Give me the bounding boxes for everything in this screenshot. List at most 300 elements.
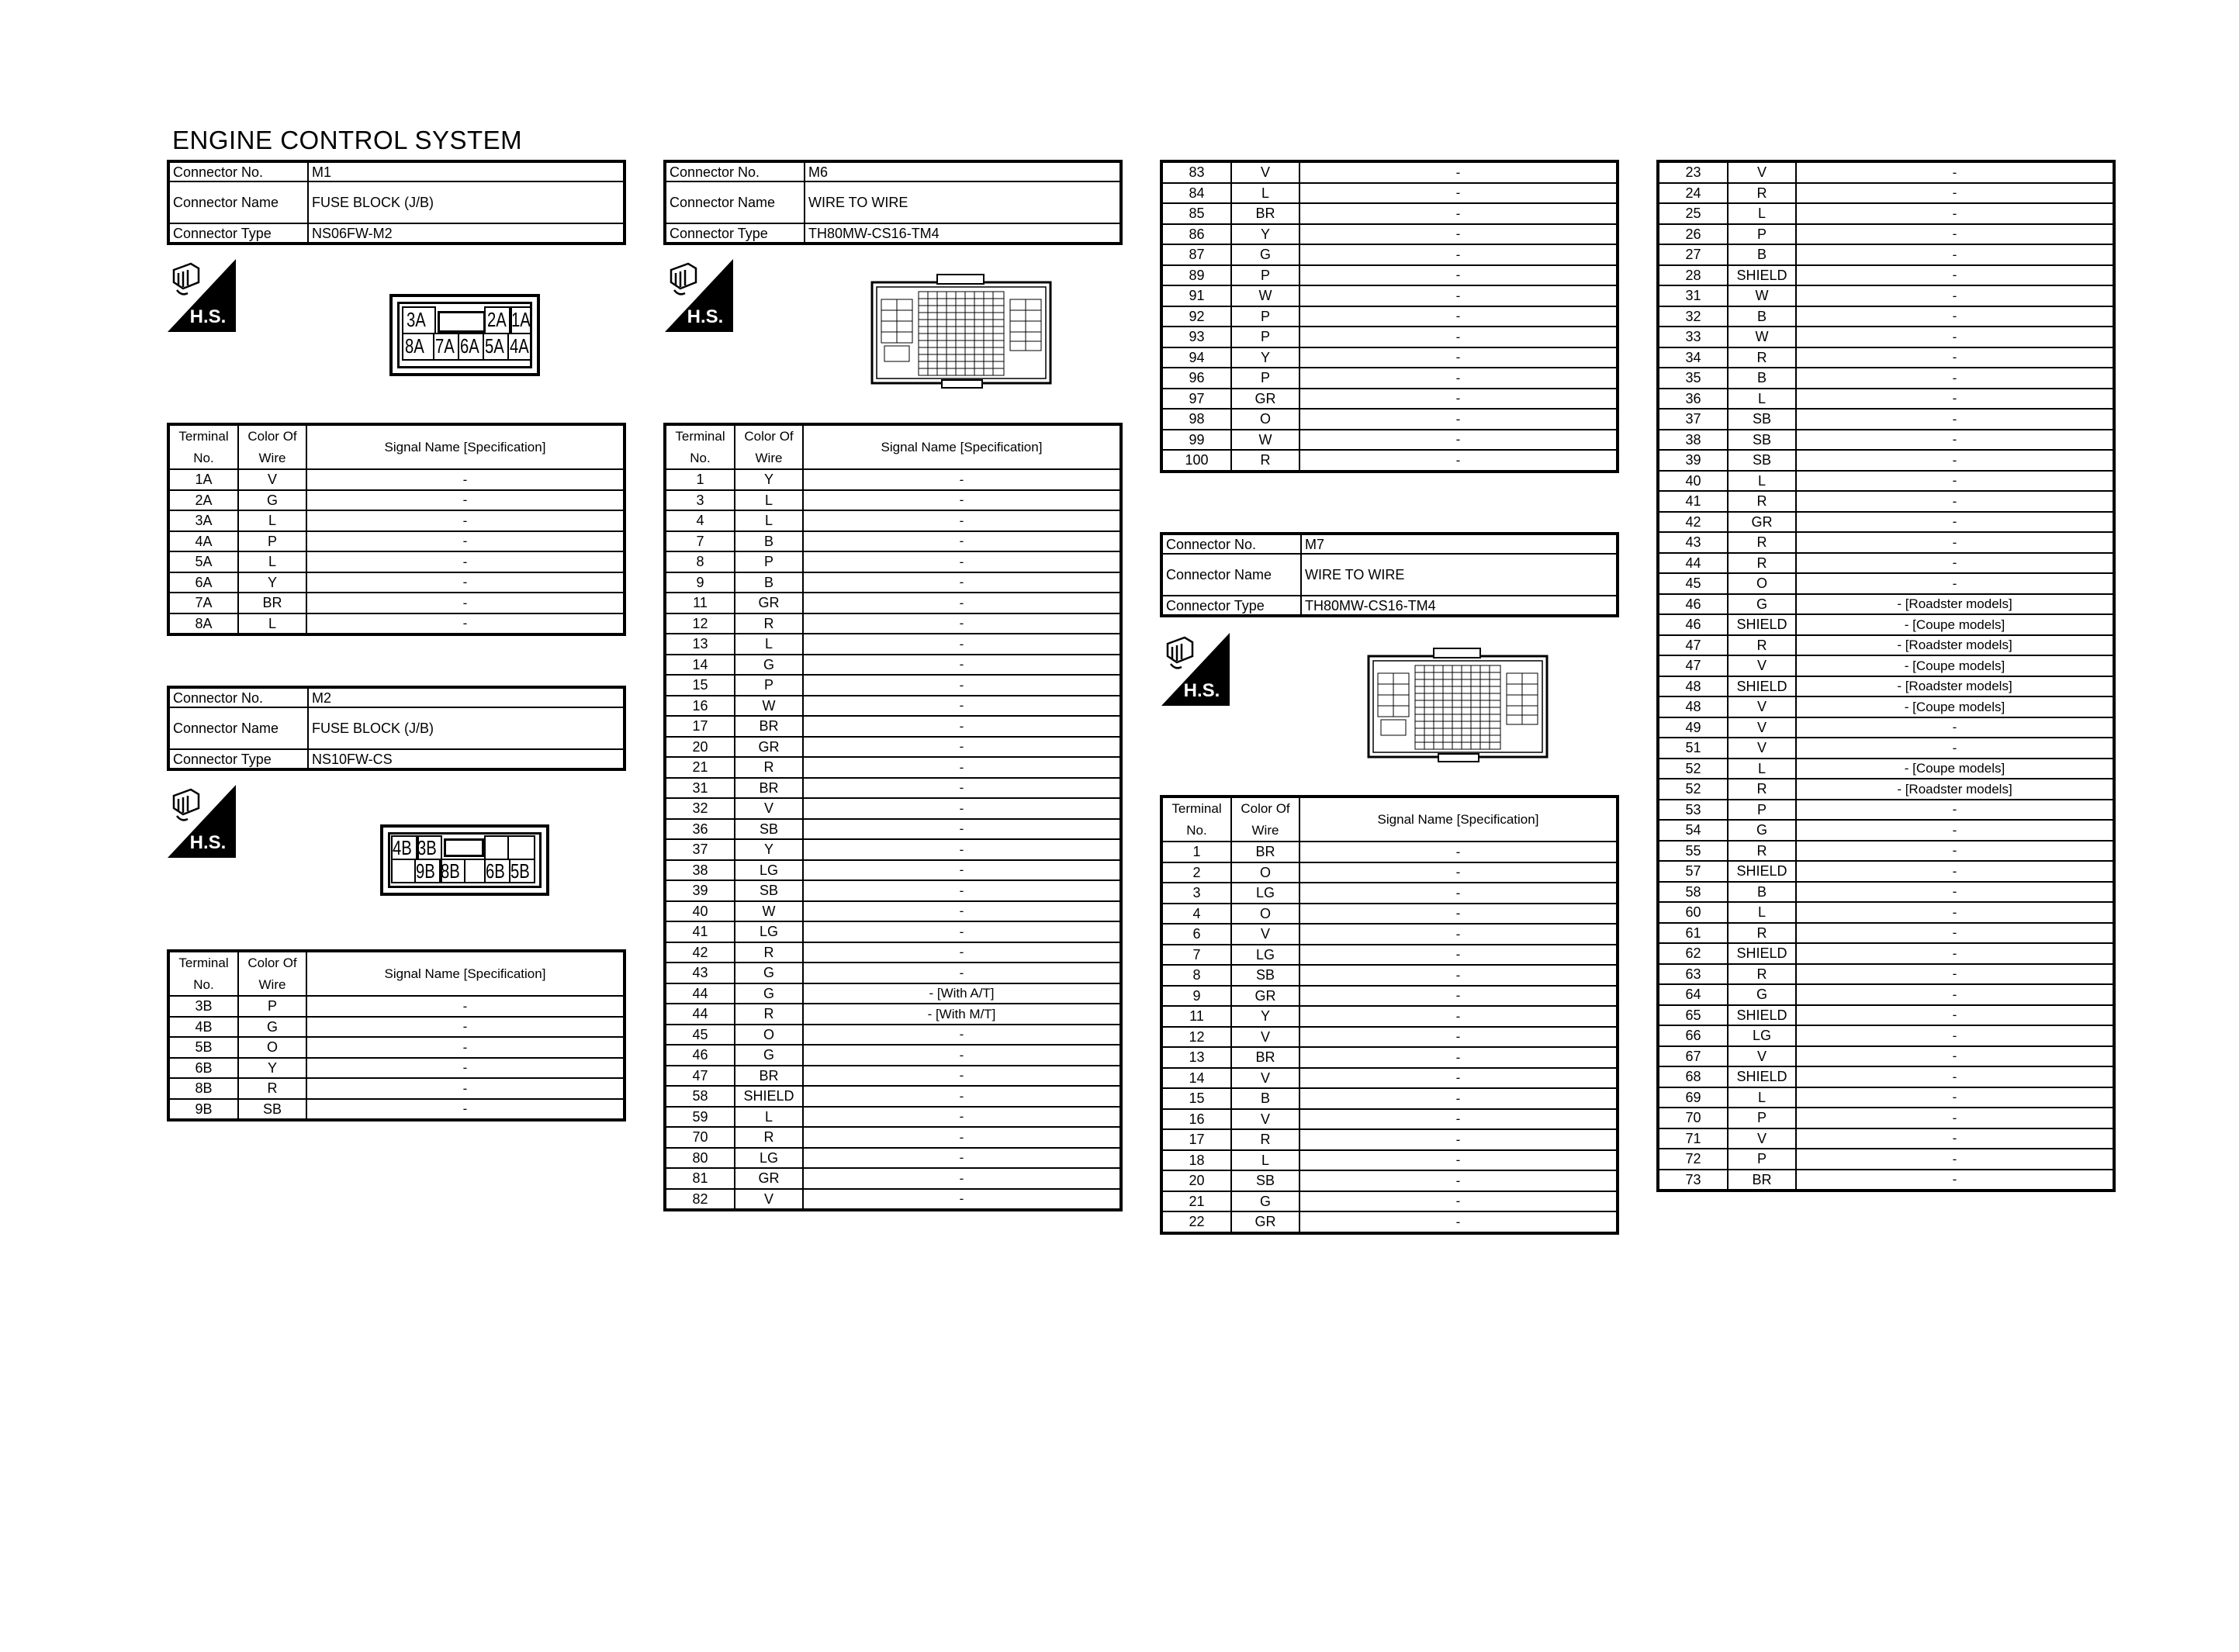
table-row	[1658, 759, 2114, 779]
terminal-no-cell: 87	[1161, 244, 1231, 265]
table-row	[168, 996, 625, 1017]
table-row	[665, 1045, 1121, 1066]
signal-name-cell: - [With M/T]	[803, 1004, 1121, 1025]
wire-color-cell: R	[1728, 841, 1796, 862]
wire-color-cell: V	[735, 1189, 803, 1211]
signal-name-cell: -	[1796, 1128, 2114, 1149]
terminal-no-cell: 70	[1658, 1108, 1728, 1128]
terminal-no-cell: 4B	[168, 1017, 238, 1038]
wire-color-cell: SB	[1728, 409, 1796, 430]
signal-name-cell: -	[1796, 820, 2114, 841]
wire-color-cell: BR	[735, 1066, 803, 1087]
terminal-no-cell: 20	[1161, 1170, 1231, 1191]
wire-color-cell: SHIELD	[735, 1086, 803, 1107]
table-row	[1658, 1066, 2114, 1087]
table-row	[168, 1017, 625, 1038]
connector-m6-terminal-table-continued	[1160, 160, 1619, 473]
terminal-no-cell: 20	[665, 737, 735, 758]
wire-color-cell: Y	[238, 572, 306, 593]
terminal-no-cell: 40	[665, 901, 735, 922]
connector-name-label: Connector Name	[1161, 554, 1301, 596]
signal-name-cell: -	[1299, 1027, 1618, 1048]
connector-no-value: M6	[805, 161, 1121, 181]
wire-color-cell: O	[1231, 862, 1299, 883]
wire-color-cell: G	[1728, 984, 1796, 1005]
signal-name-cell: -	[1299, 265, 1618, 286]
signal-name-cell: -	[1796, 183, 2114, 204]
connector-m7-terminal-table	[1160, 795, 1619, 1235]
terminal-no-cell: 61	[1658, 923, 1728, 944]
terminal-no-cell: 9	[665, 572, 735, 593]
connector-m1-terminal-table	[167, 423, 626, 636]
table-row	[665, 901, 1121, 922]
table-row	[665, 983, 1121, 1004]
signal-name-header: Signal Name [Specification]	[306, 951, 625, 996]
signal-name-cell: -	[803, 675, 1121, 696]
table-row	[1658, 1005, 2114, 1026]
signal-name-cell: -	[1796, 409, 2114, 430]
table-row	[1658, 265, 2114, 286]
signal-name-cell: -	[1796, 1046, 2114, 1067]
table-row	[1658, 1087, 2114, 1108]
table-row	[1658, 285, 2114, 306]
wire-color-cell: W	[735, 696, 803, 717]
signal-name-cell: -	[803, 1189, 1121, 1211]
terminal-no-cell: 4	[665, 510, 735, 531]
wire-color-cell: G	[238, 490, 306, 511]
wire-color-cell: LG	[735, 921, 803, 942]
terminal-no-cell: 28	[1658, 265, 1728, 286]
signal-name-cell: -	[306, 1017, 625, 1038]
signal-name-cell: -	[1299, 842, 1618, 862]
terminal-no-cell: 63	[1658, 964, 1728, 985]
signal-name-cell: -	[306, 1078, 625, 1099]
signal-name-cell: -	[1299, 368, 1618, 389]
terminal-no-cell: 6B	[168, 1058, 238, 1079]
signal-name-cell: -	[803, 490, 1121, 511]
table-row	[665, 1025, 1121, 1045]
terminal-no-cell: 17	[665, 716, 735, 737]
color-of-wire-header: Color Of Wire	[735, 424, 803, 469]
wire-color-cell: G	[1728, 820, 1796, 841]
signal-name-cell: -	[1796, 306, 2114, 327]
terminal-rows	[168, 996, 625, 1120]
table-row	[1161, 904, 1618, 924]
wire-color-cell: R	[1231, 450, 1299, 472]
table-row	[1658, 450, 2114, 471]
signal-name-cell: -	[306, 1099, 625, 1121]
wire-color-cell: V	[1728, 1046, 1796, 1067]
connector-no-label: Connector No.	[1161, 534, 1301, 554]
terminal-rows	[1161, 842, 1618, 1233]
terminal-no-cell: 85	[1161, 203, 1231, 224]
hs-badge-text: H.S.	[1183, 680, 1220, 701]
pin-label: 4A	[510, 334, 529, 358]
signal-name-cell: -	[803, 1148, 1121, 1169]
signal-name-cell: -	[1796, 1170, 2114, 1191]
signal-name-cell: -	[803, 737, 1121, 758]
wire-color-cell: LG	[1231, 883, 1299, 904]
terminal-no-cell: 3	[665, 490, 735, 511]
wire-color-cell: Y	[1231, 1006, 1299, 1027]
terminal-no-cell: 13	[665, 634, 735, 655]
table-row	[1658, 964, 2114, 985]
table-row	[168, 572, 625, 593]
wire-color-cell: P	[1231, 265, 1299, 286]
table-row	[1161, 1006, 1618, 1027]
signal-name-cell: -	[1299, 924, 1618, 945]
wire-color-cell: R	[1231, 1129, 1299, 1150]
wire-color-cell: LG	[735, 1148, 803, 1169]
signal-name-cell: -	[803, 778, 1121, 799]
table-row	[1658, 491, 2114, 512]
table-row	[1658, 923, 2114, 944]
wire-color-cell: P	[1231, 306, 1299, 327]
pin-label: 9B	[416, 859, 435, 883]
signal-name-cell: -	[1796, 1149, 2114, 1170]
signal-name-cell: - [Roadster models]	[1796, 779, 2114, 800]
connector-m2-info	[167, 686, 626, 771]
wire-color-cell: R	[1728, 347, 1796, 368]
table-row	[1658, 594, 2114, 615]
wire-color-cell: B	[735, 572, 803, 593]
signal-name-cell: -	[306, 1037, 625, 1058]
terminal-no-cell: 14	[665, 655, 735, 676]
terminal-no-cell: 8	[1161, 965, 1231, 986]
hs-badge-text: H.S.	[189, 832, 227, 853]
pin-label: 3A	[407, 308, 426, 331]
table-row	[1658, 1170, 2114, 1191]
table-row	[1161, 1027, 1618, 1048]
table-row	[1658, 430, 2114, 451]
wire-color-cell: V	[1728, 738, 1796, 759]
terminal-no-cell: 48	[1658, 676, 1728, 697]
signal-name-cell: -	[1796, 984, 2114, 1005]
signal-name-cell: -	[803, 696, 1121, 717]
signal-name-cell: -	[1796, 964, 2114, 985]
signal-name-cell: - [Coupe models]	[1796, 614, 2114, 635]
signal-name-cell: -	[1299, 347, 1618, 368]
connector-m2-terminal-table	[167, 949, 626, 1121]
table-row	[665, 613, 1121, 634]
signal-name-cell: -	[1796, 368, 2114, 389]
wire-color-cell: L	[238, 551, 306, 572]
table-row	[1161, 1088, 1618, 1109]
signal-name-cell: -	[803, 1066, 1121, 1087]
connector-type-label: Connector Type	[665, 223, 805, 244]
terminal-no-cell: 43	[1658, 532, 1728, 553]
wire-color-cell: P	[238, 996, 306, 1017]
signal-name-cell: -	[1299, 965, 1618, 986]
signal-name-cell: -	[1299, 1211, 1618, 1233]
table-row	[168, 593, 625, 613]
table-row	[168, 531, 625, 552]
terminal-no-cell: 100	[1161, 450, 1231, 472]
terminal-no-cell: 26	[1658, 224, 1728, 245]
signal-name-cell: -	[1796, 553, 2114, 574]
table-row	[1658, 347, 2114, 368]
page-title: ENGINE CONTROL SYSTEM	[172, 126, 523, 154]
signal-name-cell: -	[1796, 161, 2114, 183]
terminal-no-cell: 94	[1161, 347, 1231, 368]
signal-name-cell: -	[1796, 943, 2114, 964]
signal-name-cell: -	[1796, 1005, 2114, 1026]
signal-name-cell: -	[803, 1168, 1121, 1189]
terminal-no-cell: 3	[1161, 883, 1231, 904]
signal-name-cell: -	[1299, 1006, 1618, 1027]
table-row	[1161, 1068, 1618, 1089]
table-row	[665, 757, 1121, 778]
connector-no-value: M7	[1301, 534, 1618, 554]
terminal-no-header: Terminal No.	[168, 424, 238, 469]
wire-color-cell: O	[1231, 904, 1299, 924]
connector-name-label: Connector Name	[168, 181, 308, 223]
wire-color-cell: B	[1728, 882, 1796, 903]
terminal-no-cell: 7	[665, 531, 735, 552]
signal-name-cell: -	[1796, 327, 2114, 347]
table-row	[1658, 820, 2114, 841]
connector-m7-terminal-table-continued	[1656, 160, 2116, 1192]
terminal-no-cell: 2A	[168, 490, 238, 511]
table-row	[1658, 183, 2114, 204]
signal-name-cell: -	[306, 593, 625, 613]
terminal-no-cell: 83	[1161, 161, 1231, 183]
terminal-no-cell: 49	[1658, 717, 1728, 738]
signal-name-cell: -	[1796, 902, 2114, 923]
table-row	[168, 1058, 625, 1079]
terminal-no-cell: 66	[1658, 1025, 1728, 1046]
signal-name-cell: - [Roadster models]	[1796, 676, 2114, 697]
wire-color-cell: BR	[1231, 1047, 1299, 1068]
terminal-no-cell: 5B	[168, 1037, 238, 1058]
wire-color-cell: P	[1231, 327, 1299, 347]
wire-color-cell: SHIELD	[1728, 1005, 1796, 1026]
signal-name-cell: -	[1299, 1047, 1618, 1068]
wire-color-cell: P	[735, 551, 803, 572]
wire-color-cell: G	[1231, 244, 1299, 265]
signal-name-cell: -	[306, 531, 625, 552]
table-row	[1658, 841, 2114, 862]
terminal-no-cell: 71	[1658, 1128, 1728, 1149]
wire-color-cell: B	[735, 531, 803, 552]
harness-side-badge	[168, 259, 236, 336]
signal-name-cell: -	[1796, 285, 2114, 306]
signal-name-cell: -	[1796, 800, 2114, 821]
color-of-wire-header: Color Of Wire	[238, 424, 306, 469]
wire-color-cell: BR	[1728, 1170, 1796, 1191]
signal-name-cell: -	[803, 716, 1121, 737]
table-row	[665, 593, 1121, 613]
table-row	[1658, 1025, 2114, 1046]
wire-color-cell: O	[1231, 409, 1299, 430]
table-row	[1658, 1108, 2114, 1128]
terminal-no-cell: 52	[1658, 779, 1728, 800]
signal-name-cell: -	[803, 469, 1121, 490]
terminal-no-cell: 6A	[168, 572, 238, 593]
table-row	[1658, 368, 2114, 389]
pin-label: 5B	[510, 859, 530, 883]
signal-name-cell: -	[1299, 161, 1618, 183]
terminal-no-cell: 58	[1658, 882, 1728, 903]
table-row	[1161, 1047, 1618, 1068]
wire-color-cell: Y	[735, 469, 803, 490]
wire-color-cell: G	[238, 1017, 306, 1038]
signal-name-cell: -	[1796, 224, 2114, 245]
table-row	[168, 510, 625, 531]
wire-color-cell: G	[735, 1045, 803, 1066]
terminal-no-cell: 9	[1161, 986, 1231, 1007]
terminal-no-cell: 39	[1658, 450, 1728, 471]
signal-name-cell: -	[1796, 1087, 2114, 1108]
wire-color-cell: V	[1728, 696, 1796, 717]
wire-color-cell: SHIELD	[1728, 265, 1796, 286]
terminal-no-cell: 46	[1658, 614, 1728, 635]
wire-color-cell: V	[1231, 1027, 1299, 1048]
terminal-no-cell: 38	[665, 860, 735, 881]
terminal-rows	[168, 469, 625, 634]
terminal-no-cell: 62	[1658, 943, 1728, 964]
signal-name-cell: -	[803, 655, 1121, 676]
signal-name-cell: -	[1796, 1108, 2114, 1128]
table-row	[1161, 1150, 1618, 1171]
signal-name-cell: -	[803, 1107, 1121, 1128]
table-row	[665, 778, 1121, 799]
terminal-no-cell: 44	[665, 1004, 735, 1025]
wire-color-cell: P	[1728, 1149, 1796, 1170]
wire-color-cell: R	[1728, 491, 1796, 512]
terminal-no-cell: 48	[1658, 696, 1728, 717]
wire-color-cell: GR	[1231, 1211, 1299, 1233]
connector-type-value: NS06FW-M2	[308, 223, 625, 244]
signal-name-cell: -	[803, 510, 1121, 531]
table-row	[1161, 347, 1618, 368]
terminal-no-cell: 81	[665, 1168, 735, 1189]
signal-name-cell: -	[803, 531, 1121, 552]
terminal-no-cell: 31	[1658, 285, 1728, 306]
terminal-no-cell: 1	[665, 469, 735, 490]
wire-color-cell: R	[735, 1004, 803, 1025]
table-row	[1161, 965, 1618, 986]
table-row	[1161, 368, 1618, 389]
table-row	[665, 572, 1121, 593]
wire-color-cell: W	[1728, 285, 1796, 306]
wire-color-cell: R	[735, 757, 803, 778]
terminal-no-header: Terminal No.	[168, 951, 238, 996]
terminal-no-cell: 8A	[168, 613, 238, 635]
table-row	[1658, 779, 2114, 800]
signal-name-cell: -	[306, 551, 625, 572]
signal-name-cell: -	[803, 613, 1121, 634]
table-row	[1161, 986, 1618, 1007]
wire-color-cell: V	[1728, 655, 1796, 676]
terminal-no-cell: 65	[1658, 1005, 1728, 1026]
table-row	[1161, 883, 1618, 904]
wire-color-cell: L	[1231, 1150, 1299, 1171]
terminal-no-cell: 45	[1658, 573, 1728, 594]
signal-name-cell: -	[1299, 183, 1618, 204]
terminal-no-cell: 16	[665, 696, 735, 717]
wire-color-cell: L	[735, 1107, 803, 1128]
terminal-no-cell: 59	[665, 1107, 735, 1128]
pin-label: 2A	[487, 308, 507, 331]
terminal-no-cell: 47	[665, 1066, 735, 1087]
wire-color-cell: V	[1231, 924, 1299, 945]
table-row	[1658, 717, 2114, 738]
wire-color-cell: P	[1728, 800, 1796, 821]
connector-no-label: Connector No.	[168, 687, 308, 707]
signal-name-cell: - [Coupe models]	[1796, 696, 2114, 717]
signal-name-cell: -	[1299, 1068, 1618, 1089]
terminal-no-cell: 37	[665, 839, 735, 860]
wire-color-cell: SHIELD	[1728, 676, 1796, 697]
signal-name-cell: - [With A/T]	[803, 983, 1121, 1004]
connector-type-value: NS10FW-CS	[308, 749, 625, 769]
wire-color-cell: LG	[735, 860, 803, 881]
wire-color-cell: L	[1728, 389, 1796, 410]
signal-name-cell: -	[803, 839, 1121, 860]
hs-badge-text: H.S.	[687, 306, 724, 327]
wire-color-cell: B	[1728, 244, 1796, 265]
pin-label: 8A	[405, 334, 424, 358]
wire-color-cell: LG	[1231, 945, 1299, 966]
terminal-no-cell: 7A	[168, 593, 238, 613]
terminal-no-cell: 16	[1161, 1109, 1231, 1130]
signal-name-cell: -	[1796, 265, 2114, 286]
wire-color-cell: P	[238, 531, 306, 552]
signal-name-cell: -	[1796, 450, 2114, 471]
terminal-no-cell: 46	[665, 1045, 735, 1066]
table-row	[665, 798, 1121, 819]
wire-color-cell: V	[1231, 1068, 1299, 1089]
terminal-no-cell: 44	[1658, 553, 1728, 574]
table-row	[1161, 1211, 1618, 1233]
table-row	[1161, 285, 1618, 306]
signal-name-cell: -	[803, 819, 1121, 840]
table-row	[1658, 327, 2114, 347]
signal-name-cell: - [Roadster models]	[1796, 594, 2114, 615]
hs-badge-text: H.S.	[189, 306, 227, 327]
terminal-no-cell: 32	[665, 798, 735, 819]
table-row	[1658, 553, 2114, 574]
signal-name-cell: -	[1299, 389, 1618, 410]
signal-name-cell: -	[1796, 573, 2114, 594]
wire-color-cell: O	[1728, 573, 1796, 594]
wire-color-cell: V	[1728, 1128, 1796, 1149]
table-row	[1658, 1128, 2114, 1149]
table-row	[1161, 1129, 1618, 1150]
wire-color-cell: SB	[1231, 965, 1299, 986]
signal-name-cell: -	[803, 551, 1121, 572]
table-row	[665, 1086, 1121, 1107]
wire-color-cell: SB	[735, 880, 803, 901]
terminal-no-cell: 55	[1658, 841, 1728, 862]
table-row	[1161, 409, 1618, 430]
table-row	[1658, 738, 2114, 759]
connector-type-label: Connector Type	[168, 749, 308, 769]
wire-color-cell: V	[1728, 161, 1796, 183]
table-row	[1658, 614, 2114, 635]
table-row	[168, 1078, 625, 1099]
table-row	[168, 490, 625, 511]
terminal-no-cell: 21	[665, 757, 735, 778]
signal-name-cell: - [Coupe models]	[1796, 759, 2114, 779]
table-row	[1161, 862, 1618, 883]
signal-name-cell: -	[1299, 450, 1618, 472]
terminal-no-cell: 93	[1161, 327, 1231, 347]
table-row	[665, 675, 1121, 696]
wire-color-cell: SHIELD	[1728, 861, 1796, 882]
signal-name-cell: -	[803, 757, 1121, 778]
